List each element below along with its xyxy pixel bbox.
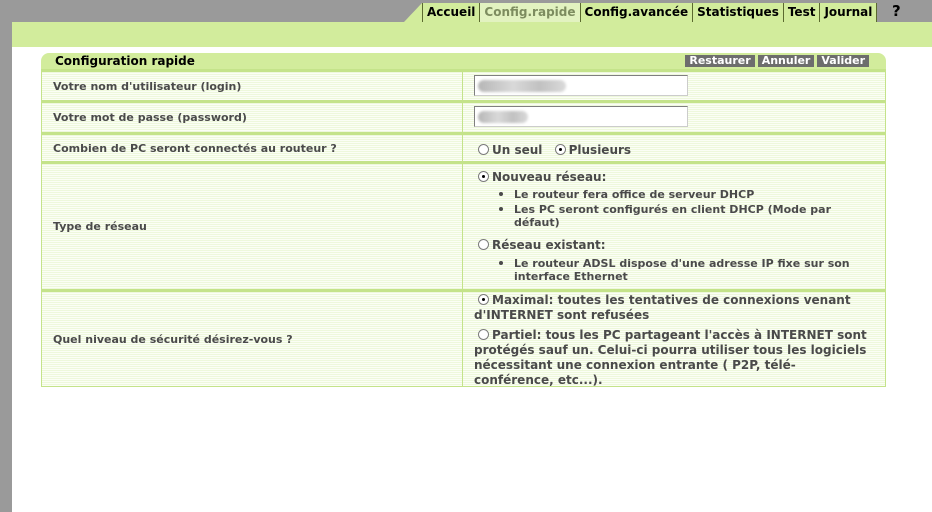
existing-network-label: Réseau existant: xyxy=(492,238,606,252)
network-type-label: Type de réseau xyxy=(42,164,463,289)
tab-test[interactable]: Test xyxy=(783,3,820,22)
login-label: Votre nom d'utilisateur (login) xyxy=(42,72,463,100)
list-item: Le routeur fera office de serveur DHCP xyxy=(474,188,874,201)
new-network-radio[interactable] xyxy=(478,171,489,182)
security-maximal-radio[interactable] xyxy=(478,294,489,305)
panel-title: Configuration rapide xyxy=(55,54,195,68)
panel-actions xyxy=(685,55,869,67)
panel-header xyxy=(41,53,886,69)
login-value-blurred xyxy=(478,80,566,92)
quick-config-panel xyxy=(41,53,886,387)
help-icon[interactable]: ? xyxy=(892,2,901,20)
login-row xyxy=(42,69,885,100)
security-partial-radio[interactable] xyxy=(478,329,489,340)
list-item: Le routeur ADSL dispose d'une adresse IP fixe sur son interface Ethernet xyxy=(474,257,874,283)
password-row xyxy=(42,100,885,132)
security-maximal-text: Maximal: toutes les tentatives de connexions venant d'INTERNET sont refusées xyxy=(474,293,851,322)
pc-count-row xyxy=(42,132,885,161)
restore-button[interactable]: Restaurer xyxy=(685,55,754,67)
multiple-pc-label: Plusieurs xyxy=(568,143,632,157)
main-tabs xyxy=(404,3,877,22)
network-type-row xyxy=(42,161,885,289)
validate-button[interactable]: Valider xyxy=(817,55,869,67)
content-area xyxy=(12,47,932,512)
form-rows xyxy=(41,69,886,387)
cancel-button[interactable]: Annuler xyxy=(758,55,815,67)
top-navigation-bar xyxy=(0,0,932,22)
tab-slant xyxy=(404,3,422,22)
tab-statistiques[interactable]: Statistiques xyxy=(692,3,783,22)
new-network-label: Nouveau réseau: xyxy=(492,170,607,184)
tab-config-avancee[interactable]: Config.avancée xyxy=(580,3,693,22)
existing-network-bullets xyxy=(474,257,874,283)
security-row xyxy=(42,289,885,387)
single-pc-radio[interactable] xyxy=(478,144,489,155)
single-pc-label: Un seul xyxy=(492,143,543,157)
new-network-bullets xyxy=(474,188,874,229)
header-band xyxy=(12,22,932,47)
pc-count-label: Combien de PC seront connectés au routeur ? xyxy=(42,135,463,161)
tab-config-rapide[interactable]: Config.rapide xyxy=(479,3,579,22)
tab-journal[interactable]: Journal xyxy=(819,3,877,22)
tab-accueil[interactable]: Accueil xyxy=(422,3,479,22)
multiple-pc-radio[interactable] xyxy=(555,144,566,155)
existing-network-radio[interactable] xyxy=(478,239,489,250)
password-input[interactable] xyxy=(474,106,688,127)
password-value-blurred xyxy=(478,111,528,123)
security-partial-text: Partiel: tous les PC partageant l'accès à INTERNET sont protégés sauf un. Celui-ci pourra utiliser tous les logiciels nécessitant une connexion entrante ( P2P, télé-conférence, etc...). xyxy=(474,328,867,387)
security-partial-option xyxy=(474,328,872,388)
list-item: Les PC seront configurés en client DHCP (Mode par défaut) xyxy=(474,203,874,229)
security-maximal-option xyxy=(474,293,872,323)
login-input[interactable] xyxy=(474,75,688,96)
password-label: Votre mot de passe (password) xyxy=(42,103,463,132)
security-label: Quel niveau de sécurité désirez-vous ? xyxy=(42,292,463,386)
